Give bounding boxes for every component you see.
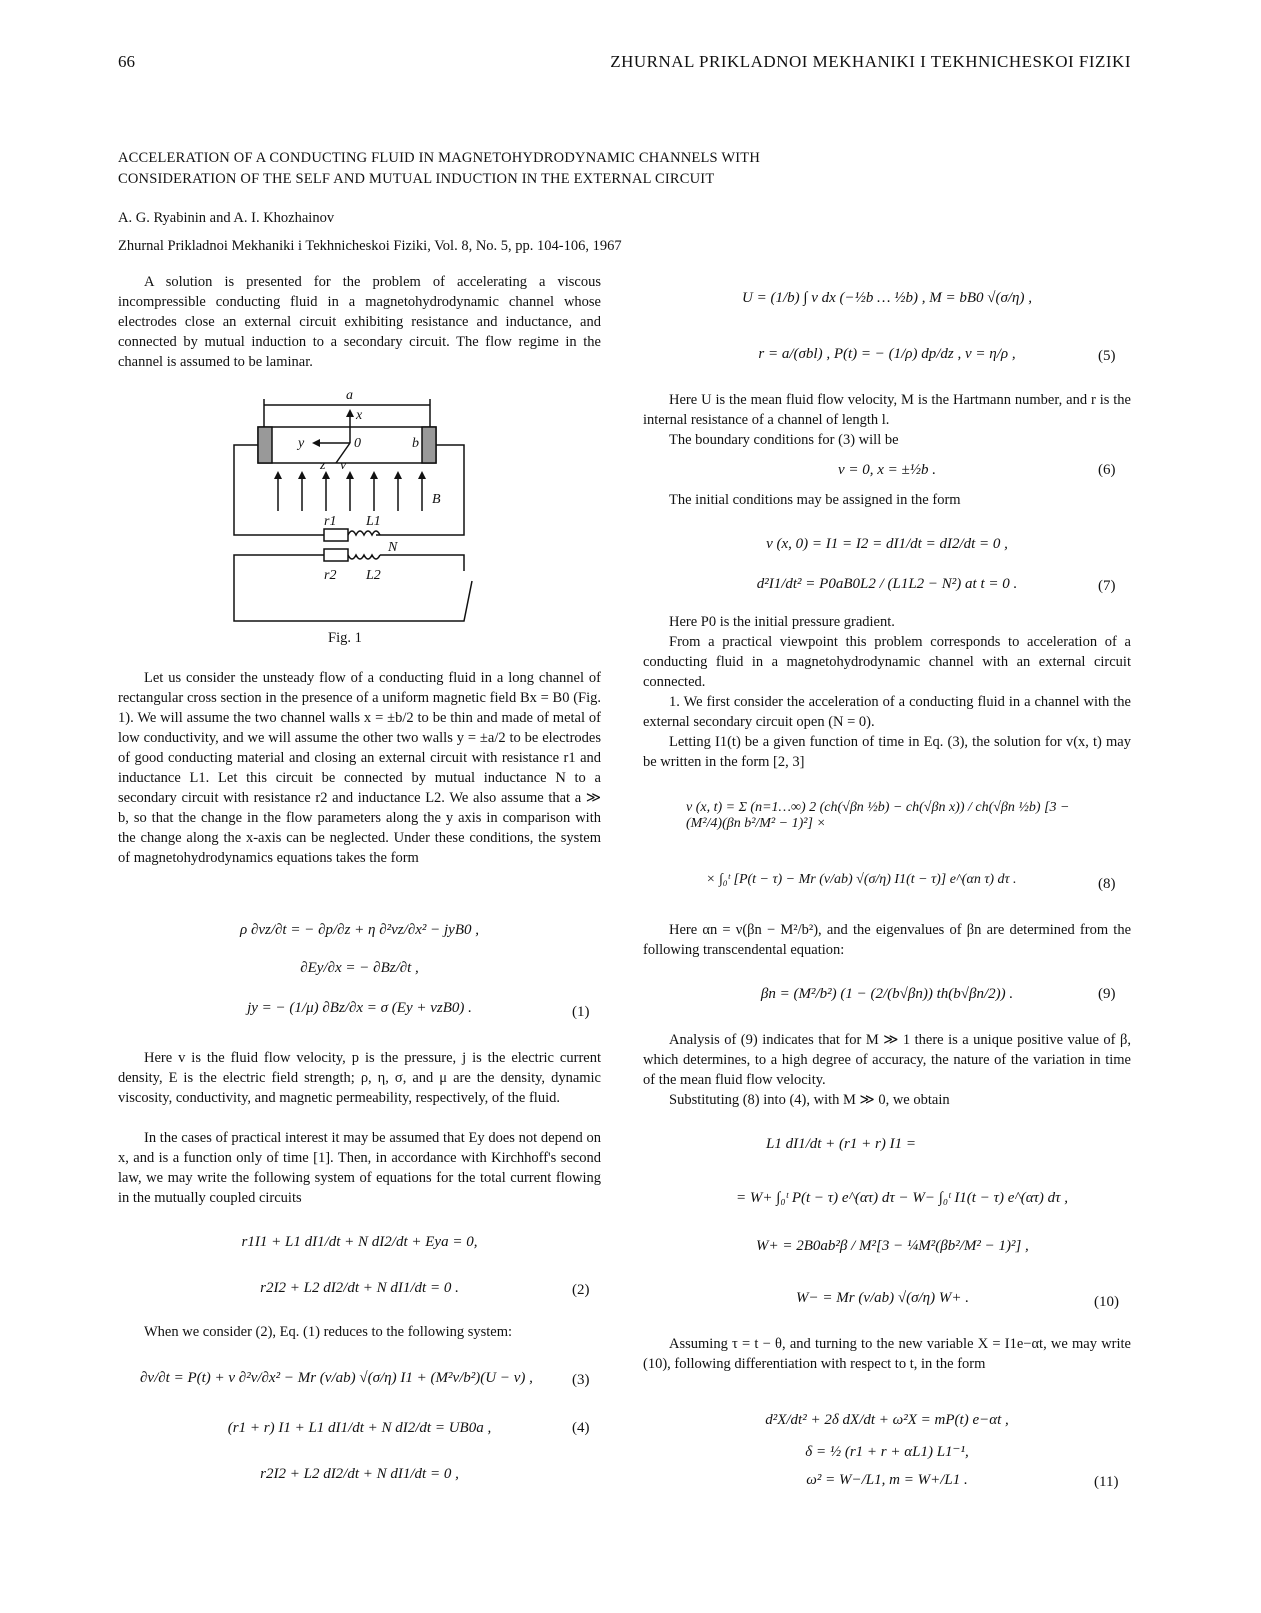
equation-10a: L1 dI1/dt + (r1 + r) I1 = xyxy=(766,1136,916,1152)
equation-10-number: (10) xyxy=(1094,1294,1119,1310)
equation-9: βn = (M²/b²) (1 − (2/(b√βn)) th(b√βn/2)) . xyxy=(760,986,1014,1002)
equation-7a: v (x, 0) = I1 = I2 = dI1/dt = dI2/dt = 0 , xyxy=(766,536,1008,552)
fig-label-r1: r1 xyxy=(324,514,337,529)
paragraph-15: Assuming τ = t − θ, and turning to the new variable X = I1e−αt, we may write (10), following differentiation with respect to t, in the form xyxy=(643,1336,1131,1372)
equation-6-number: (6) xyxy=(1098,462,1116,478)
fig-label-y: y xyxy=(298,436,305,451)
paragraph-13: Analysis of (9) indicates that for M ≫ 1 there is a unique positive value of β, which determines, to a high degree of accuracy, the nature of the variation in time of the mean fluid flow velocity. xyxy=(643,1032,1131,1088)
equation-5b: r = a/(σbl) , P(t) = − (1/ρ) dp/dz , ν = η/ρ , xyxy=(758,346,1016,362)
equation-3: ∂v/∂t = P(t) + ν ∂²v/∂x² − Mr (ν/ab) √(σ/η) I1 + (M²ν/b²)(U − v) , xyxy=(140,1370,533,1386)
paragraph-11: Letting I1(t) be a given function of time in Eq. (3), the solution for v(x, t) may be written in the form [2, 3] xyxy=(643,734,1131,770)
paragraph-2: Here v is the fluid flow velocity, p is the pressure, j is the electric current density, E is the electric field strength; ρ, η, σ, and μ are the density, dynamic viscosity, conductivity, and magnetic permeability, respectively, of the fluid. xyxy=(118,1050,601,1106)
abstract: A solution is presented for the problem of accelerating a viscous incompressible conducting fluid in a magnetohydrodynamic channel whose electrodes close an external circuit exhibiting resistance and inductance, and connected by mutual induction to a secondary circuit. The flow regime in the channel is assumed to be laminar. xyxy=(118,274,601,370)
equation-5a: U = (1/b) ∫ v dx (−½b … ½b) , M = bB0 √(σ/η) , xyxy=(742,290,1032,306)
equation-7-number: (7) xyxy=(1098,578,1116,594)
article-title xyxy=(118,148,760,190)
title-line-1: ACCELERATION OF A CONDUCTING FLUID IN MAGNETOHYDRODYNAMIC CHANNELS WITH xyxy=(118,150,760,166)
equation-4-number: (4) xyxy=(572,1420,590,1436)
equation-2a: r1I1 + L1 dI1/dt + N dI2/dt + Eya = 0, xyxy=(241,1234,478,1250)
equation-8b: × ∫₀ᵗ [P(t − τ) − Mr (ν/ab) √(σ/η) I1(t − τ)] e^(αn τ) dτ . xyxy=(706,872,1017,887)
paragraph-6: The boundary conditions for (3) will be xyxy=(669,432,899,448)
fig-label-x: x xyxy=(356,408,363,423)
paragraph-8: Here P0 is the initial pressure gradient. xyxy=(669,614,895,630)
equation-8-number: (8) xyxy=(1098,876,1116,892)
fig-label-v: v xyxy=(340,458,347,473)
authors: A. G. Ryabinin and A. I. Khozhainov xyxy=(118,210,335,226)
page-number: 66 xyxy=(118,52,135,71)
paragraph-4: When we consider (2), Eq. (1) reduces to the following system: xyxy=(144,1324,513,1340)
title-line-2: CONSIDERATION OF THE SELF AND MUTUAL INDUCTION IN THE EXTERNAL CIRCUIT xyxy=(118,171,715,187)
paragraph-10: 1. We first consider the acceleration of a conducting fluid in a channel with the external secondary circuit open (N = 0). xyxy=(643,694,1131,730)
fig-label-zero: 0 xyxy=(354,436,361,451)
paragraph-3: In the cases of practical interest it may be assumed that Ey does not depend on x, and is a function only of time [1]. Then, in accordance with Kirchhoff's second law, we may write the following system of equations for the total current flowing in the mutually coupled circuits xyxy=(118,1130,601,1206)
equation-10c: W+ = 2B0ab²β / M²[3 − ¼M²(βb²/M² − 1)²] , xyxy=(756,1238,1029,1254)
equation-10b: = W+ ∫₀ᵗ P(t − τ) e^(ατ) dτ − W− ∫₀ᵗ I1(t − τ) e^(ατ) dτ , xyxy=(736,1190,1069,1206)
equation-11c: ω² = W−/L1, m = W+/L1 . xyxy=(806,1472,968,1488)
equation-7b: d²I1/dt² = P0aB0L2 / (L1L2 − N²) at t = 0 . xyxy=(756,576,1018,592)
fig-label-B: B xyxy=(432,492,441,507)
fig-label-N: N xyxy=(388,540,398,555)
equation-1c: jy = − (1/μ) ∂Bz/∂x = σ (Ey + vzB0) . xyxy=(247,1000,472,1016)
journal-header: ZHURNAL PRIKLADNOI MEKHANIKI I TEKHNICHESKOI FIZIKI xyxy=(610,52,1131,71)
equation-10d: W− = Mr (ν/ab) √(σ/η) W+ . xyxy=(796,1290,969,1306)
equation-2-number: (2) xyxy=(572,1282,590,1298)
equation-1a: ρ ∂vz/∂t = − ∂p/∂z + η ∂²vz/∂x² − jyB0 , xyxy=(240,922,479,938)
equation-6: v = 0, x = ±½b . xyxy=(837,462,937,478)
equation-1b: ∂Ey/∂x = − ∂Bz/∂t , xyxy=(300,960,419,976)
fig-label-b: b xyxy=(412,436,419,451)
equation-3-number: (3) xyxy=(572,1372,590,1388)
fig-label-L2: L2 xyxy=(366,568,381,583)
equation-5-number: (5) xyxy=(1098,348,1116,364)
equation-2b: r2I2 + L2 dI2/dt + N dI1/dt = 0 . xyxy=(260,1280,459,1296)
equation-4a: (r1 + r) I1 + L1 dI1/dt + N dI2/dt = UB0a , xyxy=(227,1420,492,1436)
paragraph-14: Substituting (8) into (4), with M ≫ 0, we obtain xyxy=(669,1092,950,1108)
equation-11b: δ = ½ (r1 + r + αL1) L1⁻¹, xyxy=(805,1444,969,1460)
fig-label-r2: r2 xyxy=(324,568,337,583)
equation-8a: v (x, t) = Σ (n=1…∞) 2 (ch(√βn ½b) − ch(√βn x)) / ch(√βn ½b) [3 − (M²/4)(βn b²/M² − 1)²] × xyxy=(686,800,1070,831)
figure-caption: Fig. 1 xyxy=(328,630,362,646)
equation-11-number: (11) xyxy=(1094,1474,1119,1490)
fig-label-z: z xyxy=(320,458,326,473)
equation-4b: r2I2 + L2 dI2/dt + N dI1/dt = 0 , xyxy=(260,1466,459,1482)
equation-11a: d²X/dt² + 2δ dX/dt + ω²X = mP(t) e−αt , xyxy=(765,1412,1009,1428)
paragraph-5: Here U is the mean fluid flow velocity, M is the Hartmann number, and r is the internal resistance of a channel of length l. xyxy=(643,392,1131,428)
equation-1-number: (1) xyxy=(572,1004,590,1020)
citation: Zhurnal Prikladnoi Mekhaniki i Tekhnicheskoi Fiziki, Vol. 8, No. 5, pp. 104-106, 1967 xyxy=(118,238,622,254)
paragraph-12: Here αn = ν(βn − M²/b²), and the eigenvalues of βn are determined from the following transcendental equation: xyxy=(643,922,1131,958)
paragraph-9: From a practical viewpoint this problem corresponds to acceleration of a conducting fluid in a magnetohydrodynamic channel with an external circuit connected. xyxy=(643,634,1131,690)
paragraph-1: Let us consider the unsteady flow of a conducting fluid in a long channel of rectangular cross section in the presence of a uniform magnetic field Bx = B0 (Fig. 1). We will assume the two channel walls x = ±b/2 to be thin and made of metal of low conductivity, and we will assume the other two walls y = ±a/2 to be electrodes of good conducting material and closing an external circuit with resistance r1 and inductance L1. Let this circuit be connected by mutual inductance N to a secondary circuit with resistance r2 and inductance L2. We also assume that a ≫ b, so that the change in the flow parameters along the y axis in comparison with the change along the x-axis can be neglected. Under these conditions, the system of magnetohydrodynamics equations takes the form xyxy=(118,670,601,866)
paragraph-7: The initial conditions may be assigned in the form xyxy=(669,492,961,508)
equation-9-number: (9) xyxy=(1098,986,1116,1002)
fig-label-a: a xyxy=(346,388,353,403)
fig-label-L1: L1 xyxy=(366,514,381,529)
figure-1 xyxy=(228,385,488,625)
